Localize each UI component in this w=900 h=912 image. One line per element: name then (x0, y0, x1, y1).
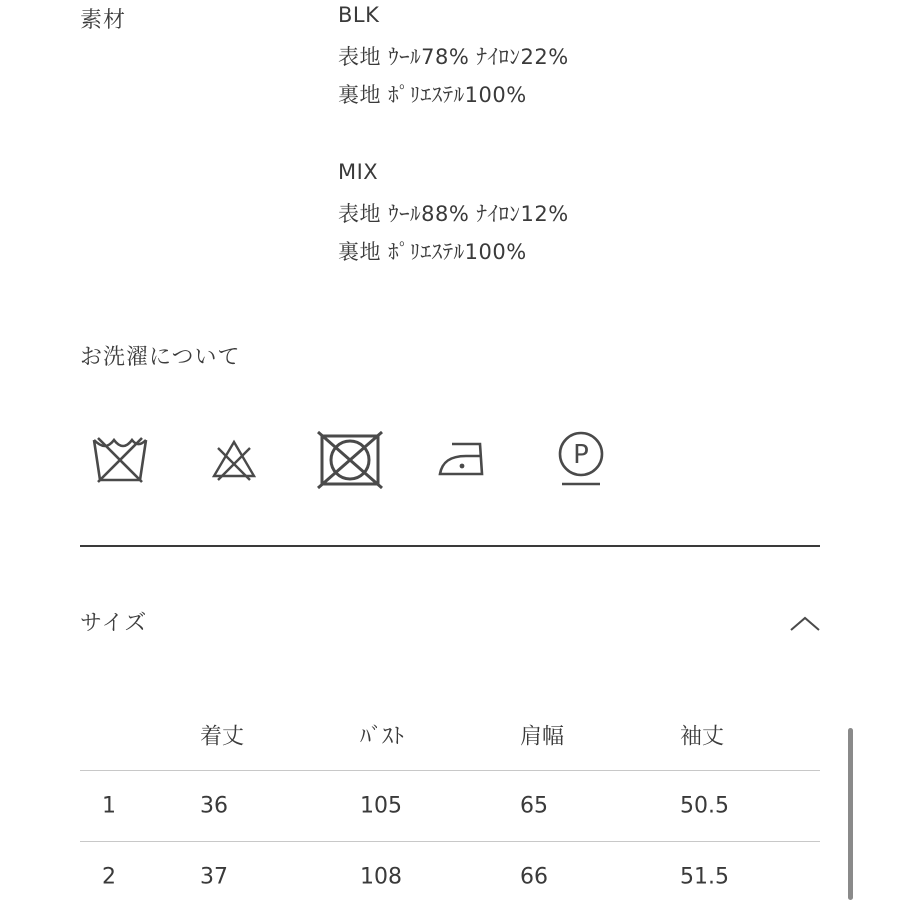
cell-length: 37 (200, 864, 228, 890)
material-blk (338, 3, 569, 117)
materials-label: 素材 (80, 8, 127, 33)
cell-size: 2 (102, 864, 116, 890)
do-not-wash-icon (88, 432, 152, 488)
material-lining: 裏地 ﾎﾟﾘｴｽﾃﾙ100% (338, 240, 527, 264)
material-outer: 表地 ｳｰﾙ88% ﾅｲﾛﾝ12% (338, 202, 569, 226)
column-header-shoulder: 肩幅 (520, 724, 565, 750)
do-not-bleach-icon (208, 436, 260, 482)
care-title: お洗濯について (80, 345, 241, 370)
cell-shoulder: 66 (520, 864, 548, 890)
material-color-name: MIX (338, 160, 379, 184)
do-not-tumble-dry-icon (314, 430, 386, 490)
table-row (80, 770, 820, 841)
size-title[interactable]: サイズ (80, 611, 148, 636)
material-outer: 表地 ｳｰﾙ78% ﾅｲﾛﾝ22% (338, 45, 569, 69)
cell-size: 1 (102, 793, 116, 819)
chevron-up-icon[interactable] (788, 612, 822, 634)
size-table-header (80, 700, 820, 770)
table-row (80, 841, 820, 912)
dry-clean-p-icon (554, 426, 608, 488)
material-color-name: BLK (338, 3, 380, 27)
section-divider (80, 545, 820, 547)
column-header-sleeve: 袖丈 (680, 724, 725, 750)
cell-sleeve: 50.5 (680, 793, 729, 819)
material-mix (338, 160, 569, 274)
size-table (80, 700, 820, 912)
material-lining: 裏地 ﾎﾟﾘｴｽﾃﾙ100% (338, 83, 527, 107)
cell-bust: 105 (360, 793, 402, 819)
cell-length: 36 (200, 793, 228, 819)
column-header-length: 着丈 (200, 724, 245, 750)
column-header-bust: ﾊﾞｽﾄ (360, 724, 405, 750)
cell-bust: 108 (360, 864, 402, 890)
scrollbar-thumb[interactable] (848, 728, 853, 900)
cell-shoulder: 65 (520, 793, 548, 819)
iron-low-heat-icon (436, 436, 494, 480)
svg-text:P: P (573, 440, 589, 470)
cell-sleeve: 51.5 (680, 864, 729, 890)
